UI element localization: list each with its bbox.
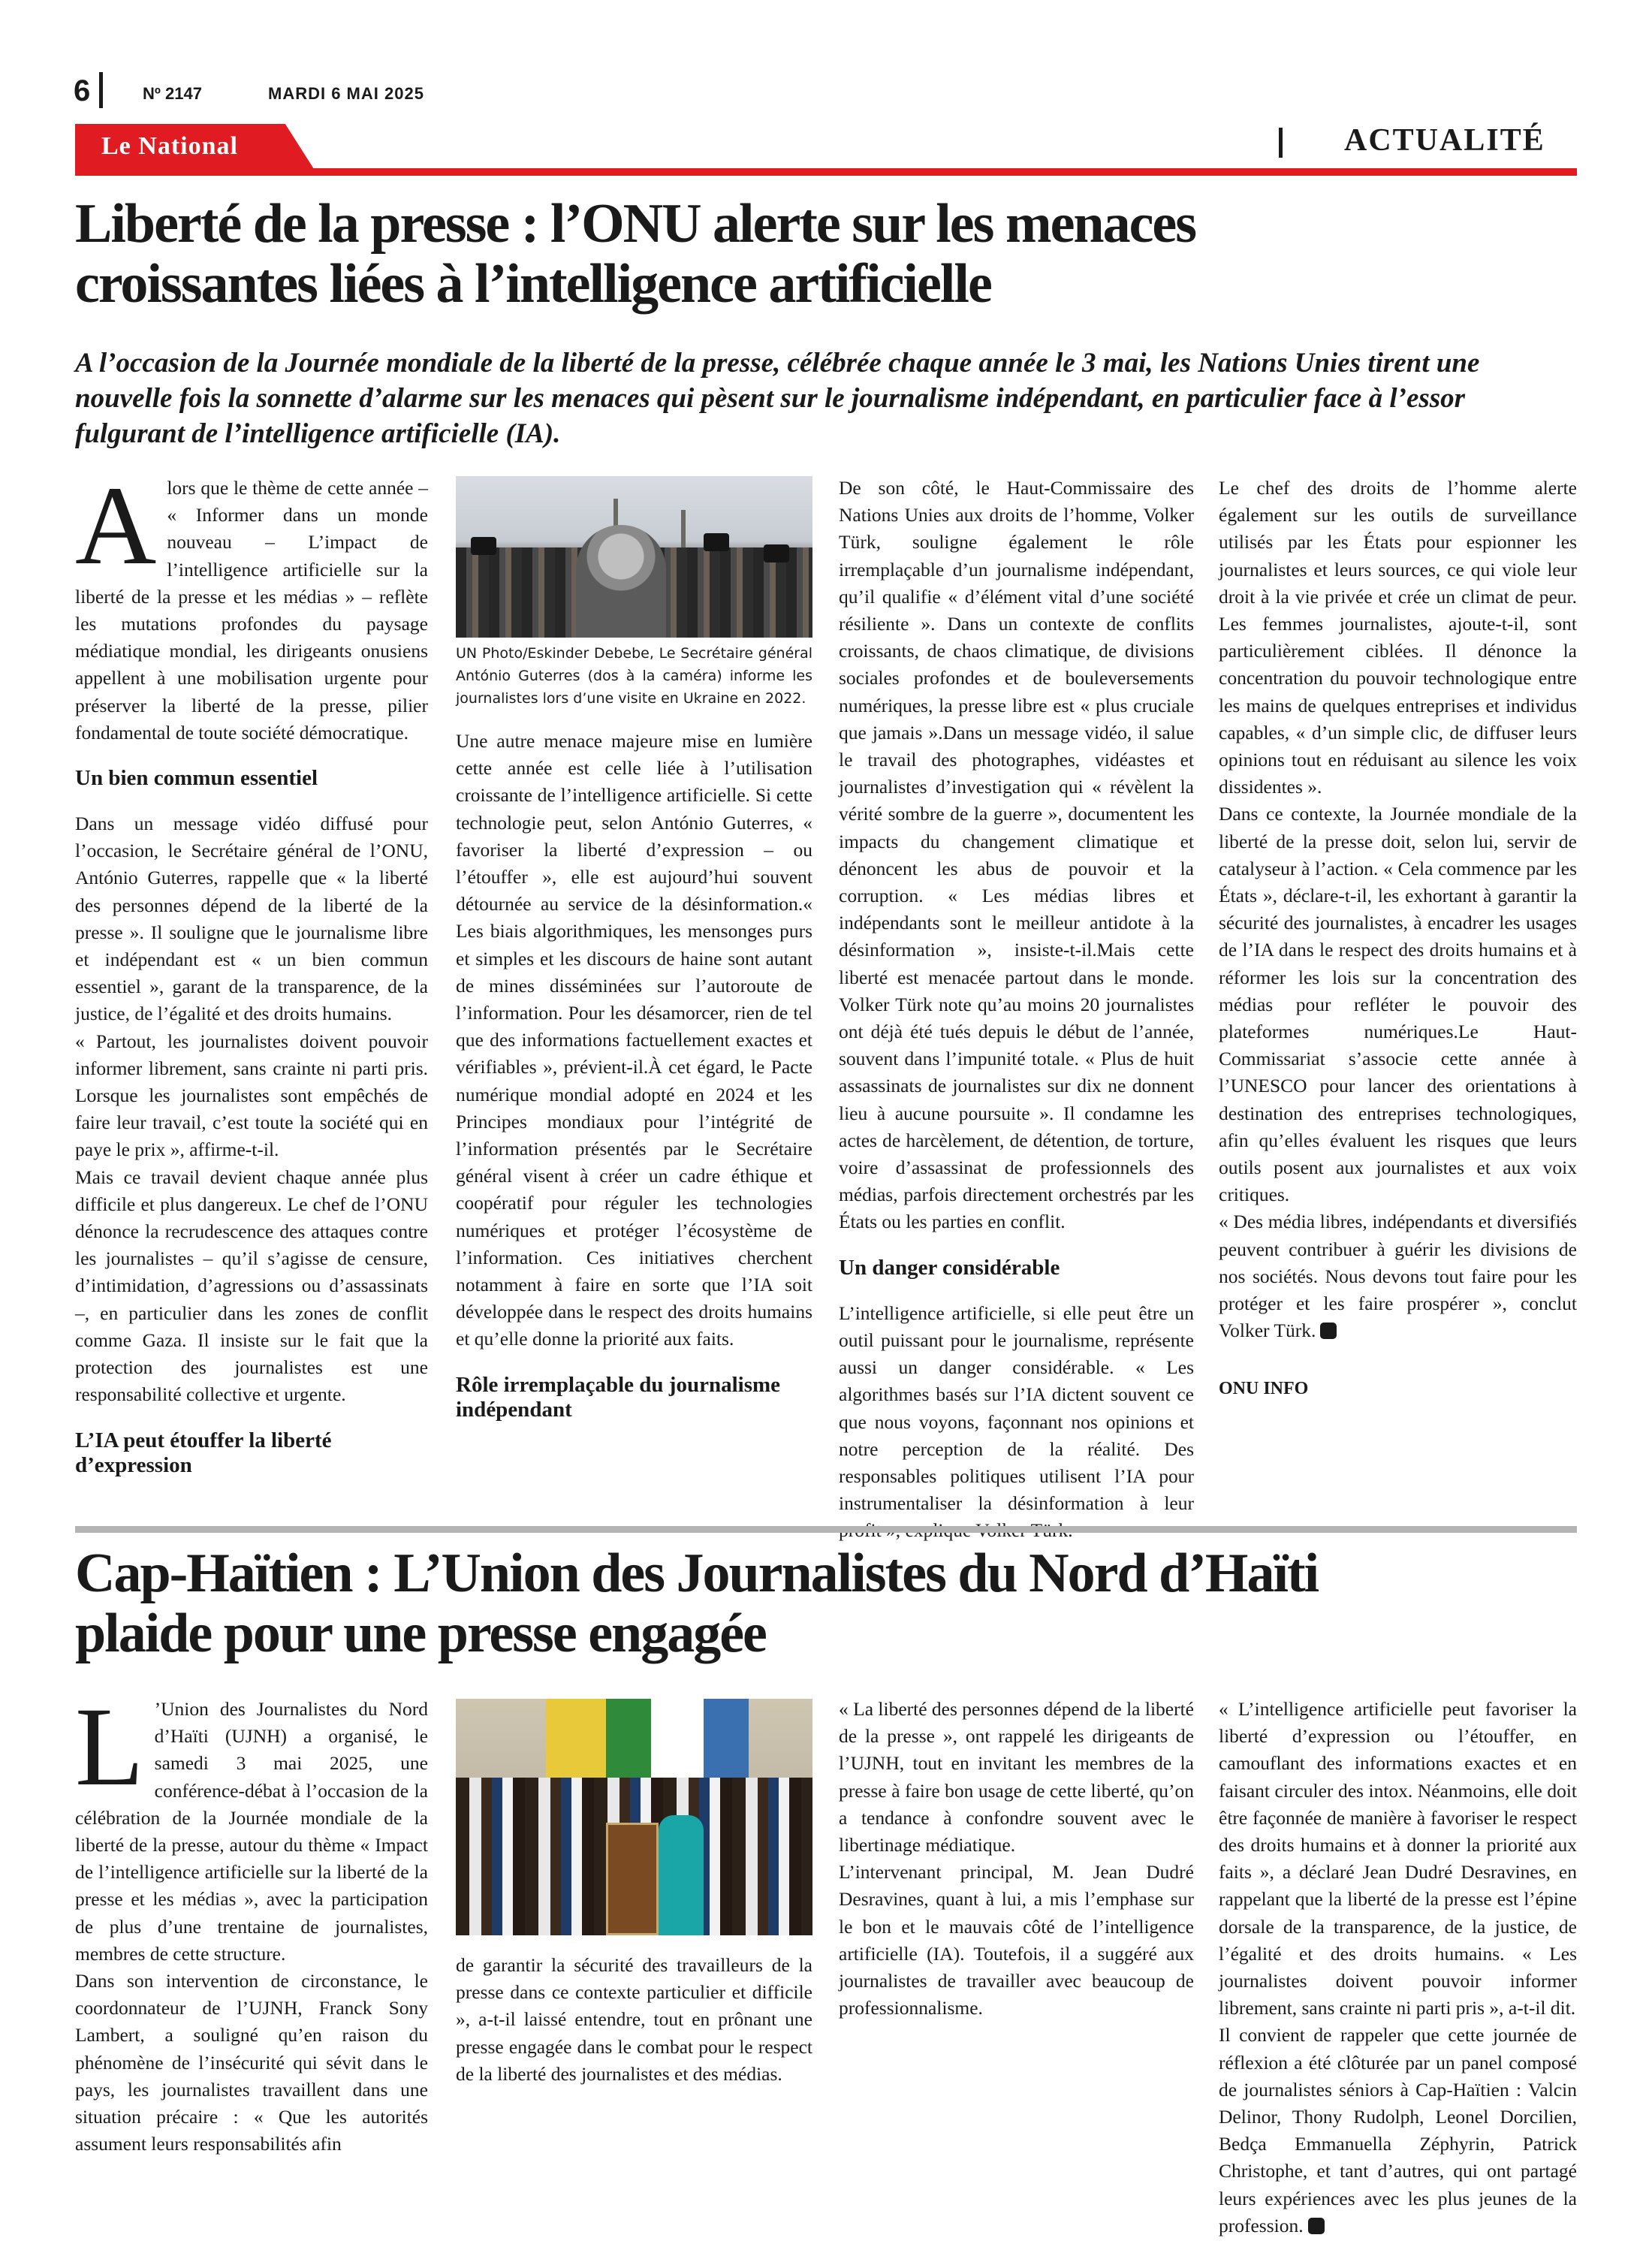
article2-column-2 [456, 1699, 812, 2088]
camera-icon [764, 544, 789, 562]
article2-column-3 [839, 1696, 1194, 2022]
article1-dropcap: A [75, 463, 157, 588]
ujnh-conference-photo [456, 1699, 812, 1935]
article1-paragraph: Mais ce travail devient chaque année plus difficile et plus dangereux. Le chef de l’ONU dénonce la recrudescence des attaques contre les journalistes – qu’il s’agisse de censure, d’intimidation, d’agressions ou d’assassinats –, en particulier dans les zones de conflit comme Gaza. Il insiste sur le fait que la protection des journalistes est une responsabilité collective et urgente. [75, 1166, 428, 1406]
article1-paragraph [1219, 1208, 1577, 1344]
article1-paragraph: De son côté, le Haut-Commissaire des Nations Unies aux droits de l’homme, Volker Türk, souligne également le rôle irremplaçable d’un journalisme indépendant, qu’il qualifie « d’élément vital d’une société résiliente ». Dans un contexte de conflits croissants, de chaos climatique, de divisions sociales profondes et de bouleversements numériques, la presse libre est « plus cruciale que jamais ».Dans un message vidéo, il salue le travail des photographes, vidéastes et journalistes d’investigation qui « révèlent la vérité sombre de la guerre », documentent les impacts du changement climatique et dénoncent les abus de pouvoir et la corruption. « Les médias libres et indépendants sont le meilleur antidote à la désinformation », insiste-t-il.Mais cette liberté est menacée partout dans le monde. Volker Türk note qu’au moins 20 journalistes ont déjà été tués depuis le début de l’année, souvent dans l’impunité totale. « Plus de huit assassinats de journalistes sur dix ne donnent lieu à aucune poursuite ». Il condamne les actes de harcèlement, de détention, de torture, voire d’assassinat de professionnels des médias, parfois directement orchestrés par les États ou les parties en conflit. [839, 477, 1194, 1233]
end-mark-icon [1308, 2218, 1325, 2234]
photo-tree [681, 510, 686, 551]
article2-column-1 [75, 1684, 428, 2158]
article1-lede: A l’occasion de la Journée mondiale de la liberté de la presse, célébrée chaque année le 3 mai, les Nations Unies tirent une nouvelle fois la sonnette d’alarme sur les menaces qui pèsent sur le journalisme indépendant, en particulier face à l’essor fulgurant de l’intelligence artificielle (IA). [75, 348, 1480, 449]
article1-paragraph: « Partout, les journalistes doivent pouvoir informer librement, sans crainte ni parti pris. Lorsque les journalistes sont empêchés de faire leur travail, c’est toute la société qui en paye le prix », affirme-t-il. [75, 1030, 428, 1161]
article1-paragraph: L’intelligence artificielle, si elle peut être un outil puissant pour le journalisme, représente aussi un danger considérable. « Les algorithmes basés sur l’IA dictent souvent ce que nous voyons, façonnant nos opinions et notre perception de la réalité. Des responsables politiques utilisent l’IA pour instrumentaliser la désinformation à leur [839, 1301, 1194, 1515]
article2-headline-line1: Cap-Haïtien : L’Union des Journalistes du Nord d’Haïti [75, 1543, 1319, 1604]
article1-column-2 [456, 476, 812, 1442]
photo-podium [606, 1823, 659, 1935]
issue-number: Nº 2147 [143, 84, 202, 103]
issue-date: MARDI 6 MAI 2025 [268, 84, 424, 103]
article1-subheading: L’IA peut étouffer la liberté d’expression [75, 1428, 332, 1477]
photo-caption: UN Photo/Eskinder Debebe, Le Secrétaire général António Guterres (dos à la caméra) informe les journalistes lors d’une visite en Ukraine en 2022. [456, 645, 812, 707]
section-divider [1279, 128, 1283, 158]
article2-paragraph: L’intervenant principal, M. Jean Dudré Desravines, quant à lui, a mis l’emphase sur le bon et le mauvais côté de l’intelligence artificielle (IA). Toutefois, il a suggéré aux journalistes de travailler avec beaucoup de professionnalisme. [839, 1861, 1194, 2019]
page-number: 6 [74, 74, 91, 107]
article1-paragraph: Dans un message vidéo diffusé pour l’occasion, le Secrétaire général de l’ONU, António Guterres, rappelle que « la liberté des personnes dépend de la liberté de la presse ». Il souligne que le journalisme libre et indépendant est « un bien commun essentiel », garant de la transparence, de la justice, de l’égalité et des droits humains. [75, 813, 428, 1025]
article1-headline-line2: croissantes liées à l’intelligence artificielle [75, 253, 991, 315]
article2-paragraph: « La liberté des personnes dépend de la liberté de la presse », ont rappelé les dirigeants de l’UJNH, tout en invitant les membres de la presse à faire bon usage de cette liberté, qu’on a tendance à confondre souvent avec le libertinage médiatique. [839, 1698, 1194, 1856]
guterres-press-photo [456, 476, 812, 638]
article2-paragraph: de garantir la sécurité des travailleurs de la presse dans ce contexte particulier et difficile », a-t-il laissé entendre, tout en prônant une presse engagée dans le combat pour le respect de la liberté des journalistes et des médias. [456, 1954, 812, 2085]
section-label: ACTUALITÉ [1344, 123, 1545, 158]
article1-paragraph: Une autre menace majeure mise en lumière cette année est celle liée à l’utilisation croissante de l’intelligence artificielle. Si cette technologie peut, selon António Guterres, « favoriser la liberté d’expression – ou l’étouffer », elle est aujourd’hui souvent détournée au service de la désinformation.« Les biais algorithmiques, les mensonges purs et simples et les discours de haine sont autant de mines disséminées sur l’autoroute de l’information. Pour les désamorcer, rien de tel que des informations factuellement exactes et vérifiables », prévient-il.À cet égard, le Pacte numérique mondial adopté en 2024 et les Principes mondiaux pour l’intégrité de l’information présentés par le Secrétaire général visent à créer un cadre éthique et coopératif pour réguler les technologies numériques et protéger l’écosystème de l’information. Ces initiatives cherchent notamment à faire en sorte que l’IA soit développée dans le respect des droits humains et qu’elle donne la priorité aux faits. [456, 730, 812, 1350]
article2-closing-text: Il convient de rappeler que cette journée de réflexion a été clôturée par un panel composé de journalistes séniors à Cap-Haïtien : Valcin Delinor, Thony Rudolph, Leonel Dorcilien, Bedça Emmanuella Zéphyrin, Patrick Christophe, et tant d’autres, qui ont partagé leurs expériences avec les plus jeunes de la profession. [1219, 2024, 1577, 2236]
article2-dropcap: L [75, 1684, 144, 1809]
article2-paragraph: Dans son intervention de circonstance, le coordonnateur de l’UJNH, Franck Sony Lambert, a souligné qu’en raison du phénomène de l’insécurité qui sévit dans le pays, les journalistes travaillent dans une situation précaire : « Que les autorités assument leurs responsabilités afin [75, 1970, 428, 2155]
article1-subheading: Rôle irremplaçable du journalisme indépendant [456, 1372, 781, 1422]
article1-subheading: Un bien commun essentiel [75, 766, 318, 791]
article1-closing-text: « Des média libres, indépendants et diversifiés peuvent contribuer à guérir les divisions de nos sociétés. Nous devons tout faire pour les protéger et les faire prospérer », conclut Volker Türk. [1219, 1211, 1577, 1342]
article1-column-3 [839, 475, 1194, 1545]
folio-divider [99, 72, 103, 108]
photo-speaker [659, 1815, 704, 1935]
article1-column-1 [75, 463, 428, 1497]
camera-icon [471, 537, 496, 555]
article1-paragraph: Le chef des droits de l’homme alerte également sur les outils de surveillance utilisés par les États pour espionner les journalistes et leurs sources, ce qui viole leur droit à la vie privée et crée un climat de peur. Les femmes journalistes, ajoute-t-il, sont particulièrement ciblées. Il dénonce la concentration du pouvoir technologique entre les mains de quelques entreprises et individus capables, « d’un simple clic, de diffuser leurs opinions tout en réduisant au silence les voix dissidentes ». [1219, 477, 1577, 798]
article1-headline [75, 194, 1569, 314]
article2-headline [75, 1543, 1569, 1663]
article1-paragraph: lors que le thème de cette année – « Informer dans un monde nouveau – L’impact de l’intelligence artificielle sur la liberté de la presse et les médias » – reflète les mutations profondes du paysage médiatique mondial, les dirigeants onusiens appellent à une mobilisation urgente pour préserver la liberté de la presse, pilier fondamental de toute société démocratique. [75, 477, 428, 743]
article2-headline-line2: plaide pour une presse engagée [75, 1603, 766, 1664]
camera-icon [704, 533, 729, 551]
article1-headline-line1: Liberté de la presse : l’ONU alerte sur les menaces [75, 193, 1196, 255]
article1-column-4 [1219, 475, 1577, 1402]
end-mark-icon [1320, 1323, 1337, 1339]
article-divider [75, 1526, 1577, 1533]
header-rule [75, 168, 1577, 176]
article2-column-4 [1219, 1696, 1577, 2239]
article2-paragraph: ’Union des Journalistes du Nord d’Haïti (UJNH) a organisé, le samedi 3 mai 2025, une conférence-débat à l’occasion de la célébration de la Journée mondiale de la liberté de la presse, autour du thème « Impact de l’intelligence artificielle sur la liberté de la presse et les médias », avec la participation de plus d’une trentaine de journalistes, membres de cette structure. [75, 1698, 428, 1965]
article2-paragraph: « L’intelligence artificielle peut favoriser la liberté d’expression ou l’étouffer, en camouflant des informations exactes et en faisant circuler des intox. Néanmoins, elle doit être façonnée de manière à favoriser le respect des droits humains et à donner la priorité aux faits », a déclaré Jean Dudré Desravines, en rappelant que la liberté de la presse est l’épine dorsale de la transparence, de la justice, de l’égalité et des droits humains. « Les journalistes doivent pouvoir informer librement, sans crainte ni parti pris », a-t-il dit. [1219, 1698, 1577, 2019]
article2-paragraph [1219, 2022, 1577, 2239]
brand-name: Le National [101, 132, 238, 160]
photo-subject [576, 525, 666, 638]
article1-paragraph: Dans ce contexte, la Journée mondiale de la liberté de la presse doit, selon lui, servir de catalyseur à l’action. « Cela commence par les États », déclare-t-il, les exhortant à garantir la sécurité des journalistes, à encadrer les usages de l’IA dans le respect des droits humains et à réformer les lois sur la concentration des médias pour refléter le pouvoir des plateformes numériques.Le Haut-Commissariat s’associe cette année à l’UNESCO pour lancer des orientations à destination des entreprises technologiques, afin qu’elles évaluent les risques que leurs outils posent aux journalistes et aux voix critiques. [1219, 803, 1577, 1206]
article1-subheading: Un danger considérable [839, 1255, 1060, 1280]
article1-byline: ONU INFO [1219, 1378, 1309, 1398]
